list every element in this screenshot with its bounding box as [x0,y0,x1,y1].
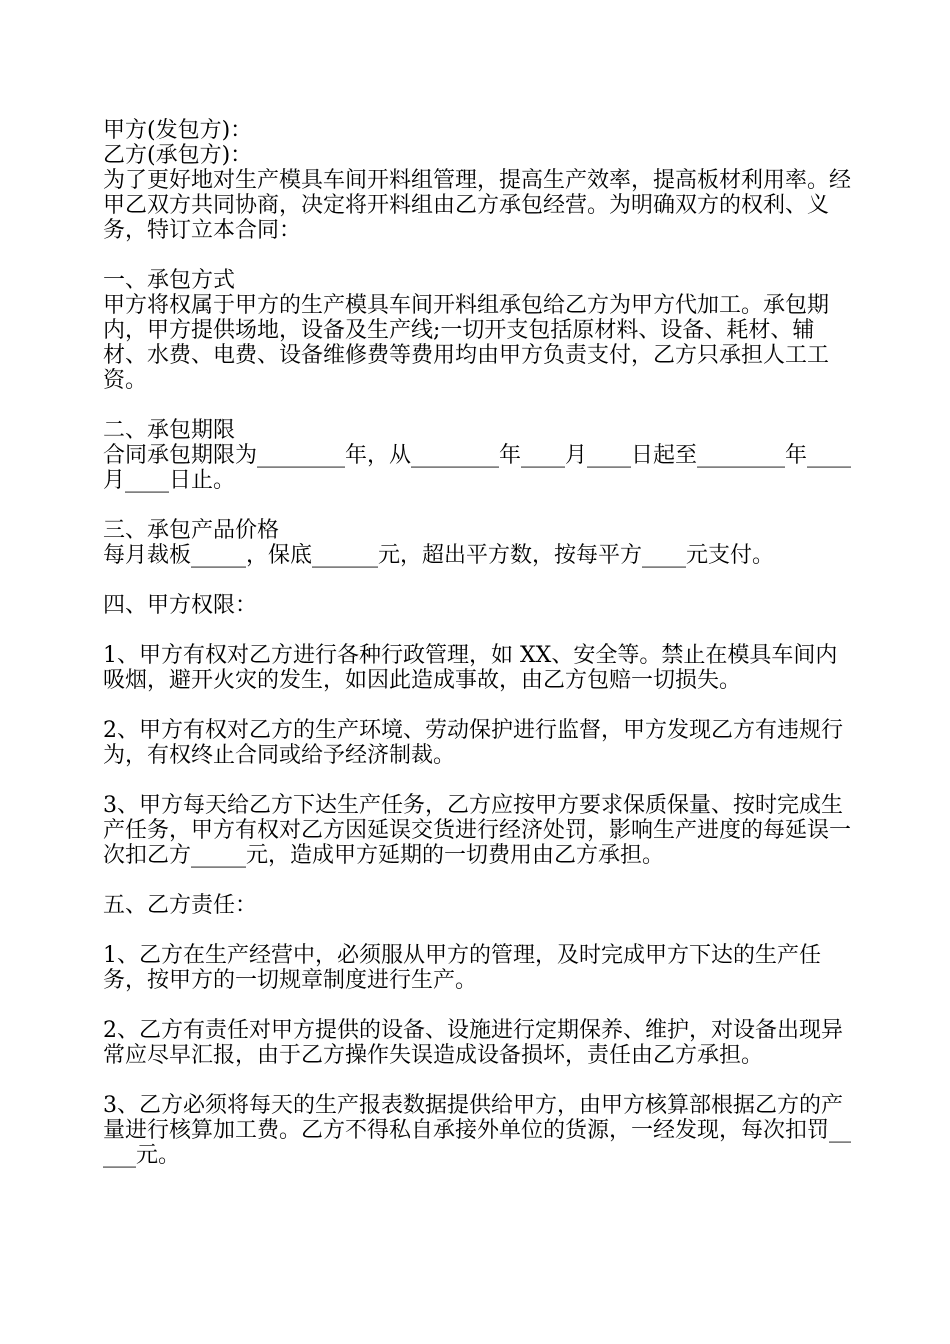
party-b-line: 乙方(承包方)： [103,143,253,168]
section-4-item-2: 2、甲方有权对乙方的生产环境、劳动保护进行监督，甲方发现乙方有违规行为，有权终止合同或给予经济制裁。 [103,718,843,768]
paragraph-gap [103,393,855,418]
contract-body [103,118,855,1168]
section-2-body: 合同承包期限为________年，从________年____月____日起至________年____月____日止。 [103,443,852,493]
paragraph-gap [103,768,855,793]
section-5-item-2: 2、乙方有责任对甲方提供的设备、设施进行定期保养、维护，对设备出现异常应尽早汇报，由于乙方操作失误造成设备损坏，责任由乙方承担。 [103,1018,843,1068]
paragraph-gap [103,693,855,718]
paragraph-gap [103,918,855,943]
section-2-title: 二、承包期限 [103,418,236,443]
section-3-title: 三、承包产品价格 [103,518,280,543]
section-1-body: 甲方将权属于甲方的生产模具车间开料组承包给乙方为甲方代加工。承包期内，甲方提供场地，设备及生产线;一切开支包括原材料、设备、耗材、辅材、水费、电费、设备维修费等费用均由甲方负责支付，乙方只承担人工工资。 [103,293,830,393]
paragraph-gap [103,618,855,643]
paragraph-gap [103,993,855,1018]
section-5-title: 五、乙方责任： [103,893,258,918]
section-5-item-1: 1、乙方在生产经营中，必须服从甲方的管理，及时完成甲方下达的生产任务，按甲方的一切规章制度进行生产。 [103,943,821,993]
paragraph-gap [103,868,855,893]
section-4-item-1: 1、甲方有权对乙方进行各种行政管理，如 XX、安全等。禁止在模具车间内吸烟，避开火灾的发生，如因此造成事故，由乙方包赔一切损失。 [103,643,838,693]
paragraph-gap [103,568,855,593]
section-4-item-3: 3、甲方每天给乙方下达生产任务，乙方应按甲方要求保质保量、按时完成生产任务，甲方有权对乙方因延误交货进行经济处罚，影响生产进度的每延误一次扣乙方_____元，造成甲方延期的一切费用由乙方承担。 [103,793,852,868]
preamble-paragraph: 为了更好地对生产模具车间开料组管理，提高生产效率，提高板材利用率。经甲乙双方共同协商，决定将开料组由乙方承包经营。为明确双方的权利、义务，特订立本合同： [103,168,852,243]
paragraph-gap [103,243,855,268]
section-4-title: 四、甲方权限： [103,593,258,618]
section-5-item-3: 3、乙方必须将每天的生产报表数据提供给甲方，由甲方核算部根据乙方的产量进行核算加工费。乙方不得私自承接外单位的货源，一经发现，每次扣罚_____元。 [103,1093,852,1168]
paragraph-gap [103,493,855,518]
section-3-body: 每月裁板_____，保底______元，超出平方数，按每平方____元支付。 [103,543,775,568]
party-a-line: 甲方(发包方)： [103,118,253,143]
paragraph-gap [103,1068,855,1093]
section-1-title: 一、承包方式 [103,268,236,293]
